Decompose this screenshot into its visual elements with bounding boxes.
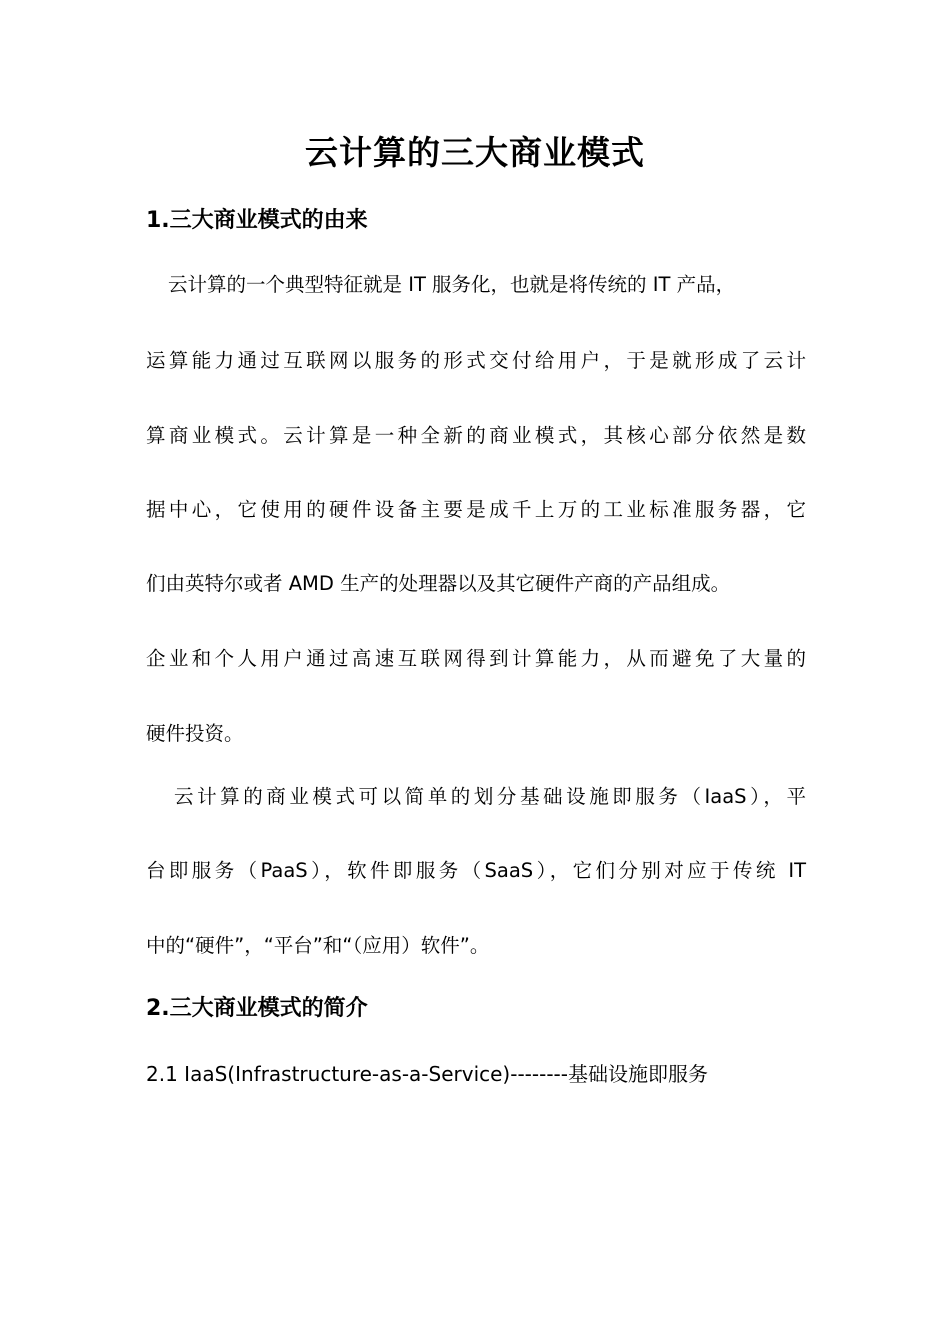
paragraph-1-line-5: 们由英特尔或者 AMD 生产的处理器以及其它硬件产商的产品组成。 — [146, 572, 731, 595]
paragraph-2-line-3: 中的“硬件”，“平台”和“（应用）软件”。 — [146, 934, 490, 957]
paragraph-2-line-2: 台即服务（PaaS），软件即服务（SaaS），它们分别对应于传统 IT — [146, 859, 806, 882]
paragraph-1-line-6: 企业和个人用户通过高速互联网得到计算能力，从而避免了大量的 — [146, 647, 806, 670]
paragraph-1-line-7: 硬件投资。 — [146, 722, 244, 745]
paragraph-1-line-2: 运算能力通过互联网以服务的形式交付给用户，于是就形成了云计 — [146, 349, 806, 372]
section-1-heading: 1.三大商业模式的由来 — [146, 208, 368, 233]
document-title: 云计算的三大商业模式 — [305, 133, 645, 172]
paragraph-1-line-3: 算商业模式。云计算是一种全新的商业模式，其核心部分依然是数 — [146, 424, 806, 447]
section-2-heading: 2.三大商业模式的简介 — [146, 996, 368, 1021]
paragraph-1-line-4: 据中心，它使用的硬件设备主要是成千上万的工业标准服务器，它 — [146, 498, 806, 521]
paragraph-1-line-1: 云计算的一个典型特征就是 IT 服务化，也就是将传统的 IT 产品， — [168, 273, 736, 296]
paragraph-2-line-1: 云计算的商业模式可以简单的划分基础设施即服务（IaaS），平 — [174, 785, 806, 808]
section-2-1-subheading: 2.1 IaaS(Infrastructure-as-a-Service)--------基础设施即服务 — [146, 1062, 708, 1086]
